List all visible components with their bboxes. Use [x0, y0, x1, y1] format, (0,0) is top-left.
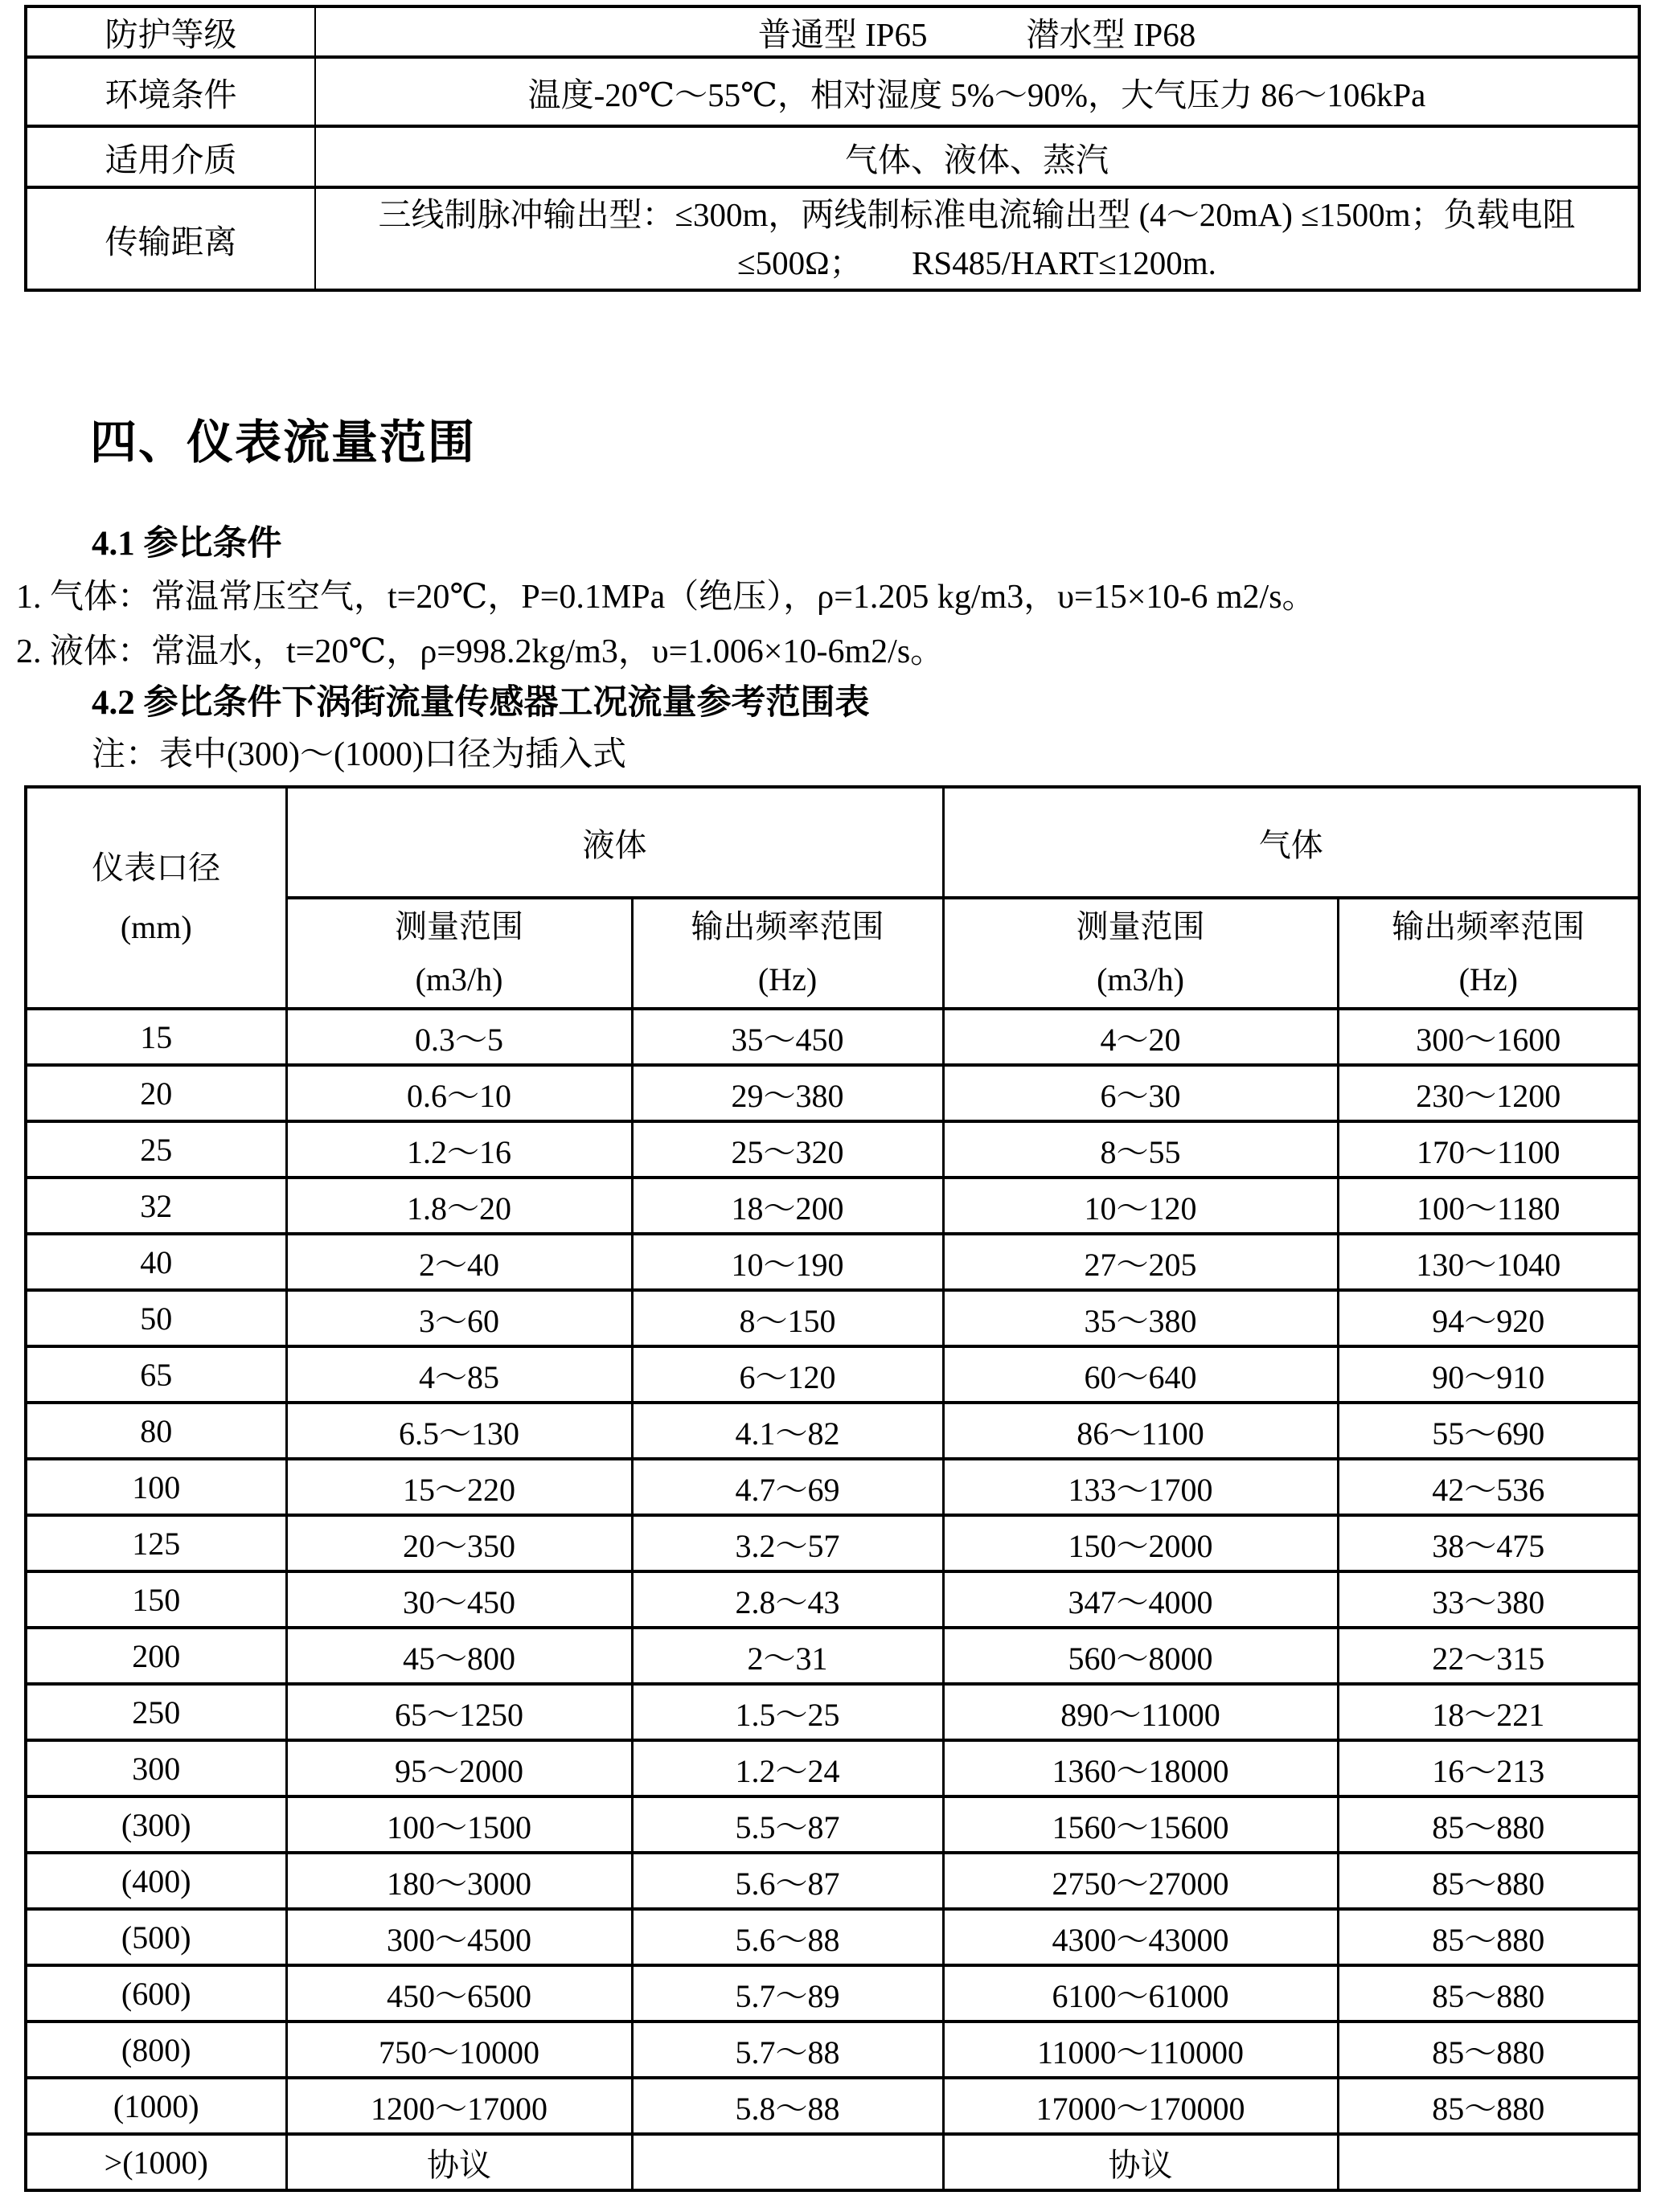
value-cell: 180～3000	[286, 1853, 632, 1909]
value-cell: 5.8～88	[632, 2078, 943, 2134]
value-cell: 1.5～25	[632, 1684, 943, 1740]
flow-table-row	[26, 1346, 1639, 1403]
value-cell: 130～1040	[1338, 1234, 1639, 1290]
flow-range-table	[24, 785, 1641, 2192]
flow-table-row	[26, 1571, 1639, 1628]
value-cell: 85～880	[1338, 1965, 1639, 2022]
spec-value-protection: 普通型 IP65 潜水型 IP68	[315, 6, 1639, 57]
value-cell: 11000～110000	[943, 2022, 1338, 2078]
header-line: (Hz)	[1458, 961, 1518, 997]
value-cell: 170～1100	[1338, 1121, 1639, 1178]
header-line: 测量范围	[1076, 908, 1205, 944]
value-cell: 4～85	[286, 1346, 632, 1403]
diameter-cell: 80	[26, 1403, 286, 1459]
value-cell: 4300～43000	[943, 1909, 1338, 1965]
diameter-header-line-1: 仪表口径	[92, 850, 221, 886]
value-cell: 85～880	[1338, 1796, 1639, 1853]
reference-condition-gas: 1. 气体：常温常压空气，t=20℃，P=0.1MPa（绝压），ρ=1.205 kg/m3，υ=15×10-6 m2/s。	[16, 579, 1316, 616]
diameter-cell: 100	[26, 1459, 286, 1515]
value-cell: 3～60	[286, 1290, 632, 1346]
value-cell: 3.2～57	[632, 1515, 943, 1571]
value-cell: 15～220	[286, 1459, 632, 1515]
spec-value-transmission	[315, 187, 1639, 290]
flow-table-row	[26, 1234, 1639, 1290]
group-header-liquid: 液体	[286, 787, 943, 898]
value-cell: 16～213	[1338, 1740, 1639, 1796]
flow-table-row	[26, 2078, 1639, 2134]
value-cell: 4.7～69	[632, 1459, 943, 1515]
value-cell: 18～200	[632, 1178, 943, 1234]
flow-table-row	[26, 1290, 1639, 1346]
value-cell: 18～221	[1338, 1684, 1639, 1740]
flow-table-row	[26, 1740, 1639, 1796]
diameter-column-header	[26, 787, 286, 1009]
spec-row-transmission	[26, 187, 1639, 290]
value-cell: 42～536	[1338, 1459, 1639, 1515]
value-cell: 6～30	[943, 1065, 1338, 1121]
value-cell: 6～120	[632, 1346, 943, 1403]
value-cell: 5.7～89	[632, 1965, 943, 2022]
value-cell: 890～11000	[943, 1684, 1338, 1740]
diameter-cell: 50	[26, 1290, 286, 1346]
diameter-cell: (500)	[26, 1909, 286, 1965]
spec-row-environment	[26, 57, 1639, 126]
table-note: 注：表中(300)～(1000)口径为插入式	[92, 736, 626, 773]
value-cell: 1.2～16	[286, 1121, 632, 1178]
value-cell	[1338, 2134, 1639, 2190]
header-line: 输出频率范围	[1392, 908, 1585, 944]
spec-value-environment: 温度-20℃～55℃，相对湿度 5%～90%，大气压力 86～106kPa	[315, 57, 1639, 126]
flow-table-row	[26, 1178, 1639, 1234]
diameter-cell: 125	[26, 1515, 286, 1571]
liquid-measure-range-header	[286, 898, 632, 1009]
value-cell: 85～880	[1338, 2078, 1639, 2134]
value-cell: 6100～61000	[943, 1965, 1338, 2022]
value-cell: 55～690	[1338, 1403, 1639, 1459]
flow-table-group-header-row	[26, 787, 1639, 898]
value-cell: 5.6～88	[632, 1909, 943, 1965]
header-line: (m3/h)	[415, 961, 503, 997]
value-cell: 33～380	[1338, 1571, 1639, 1628]
spec-label-environment: 环境条件	[26, 57, 315, 126]
flow-table-row	[26, 1459, 1639, 1515]
flow-table-row	[26, 1965, 1639, 2022]
section-heading: 四、仪表流量范围	[90, 416, 477, 469]
value-cell: 10～120	[943, 1178, 1338, 1234]
reference-condition-liquid: 2. 液体：常温水，t=20℃，ρ=998.2kg/m3，υ=1.006×10-6m2/s。	[16, 633, 945, 670]
value-cell: 560～8000	[943, 1628, 1338, 1684]
value-cell	[632, 2134, 943, 2190]
header-line: 测量范围	[395, 908, 523, 944]
diameter-cell: 15	[26, 1009, 286, 1065]
spec-row-protection	[26, 6, 1639, 57]
value-cell: 25～320	[632, 1121, 943, 1178]
value-cell: 230～1200	[1338, 1065, 1639, 1121]
header-line: (m3/h)	[1097, 961, 1184, 997]
gas-measure-range-header	[943, 898, 1338, 1009]
value-cell: 100～1180	[1338, 1178, 1639, 1234]
value-cell: 30～450	[286, 1571, 632, 1628]
diameter-cell: (1000)	[26, 2078, 286, 2134]
liquid-frequency-range-header	[632, 898, 943, 1009]
value-cell: 45～800	[286, 1628, 632, 1684]
value-cell: 85～880	[1338, 1853, 1639, 1909]
value-cell: 0.3～5	[286, 1009, 632, 1065]
value-cell: 90～910	[1338, 1346, 1639, 1403]
value-cell: 协议	[943, 2134, 1338, 2190]
value-cell: 2～40	[286, 1234, 632, 1290]
diameter-cell: 65	[26, 1346, 286, 1403]
value-cell: 94～920	[1338, 1290, 1639, 1346]
value-cell: 750～10000	[286, 2022, 632, 2078]
value-cell: 20～350	[286, 1515, 632, 1571]
value-cell: 1560～15600	[943, 1796, 1338, 1853]
spec-label-transmission: 传输距离	[26, 187, 315, 290]
diameter-cell: 40	[26, 1234, 286, 1290]
value-cell: 0.6～10	[286, 1065, 632, 1121]
value-cell: 17000～170000	[943, 2078, 1338, 2134]
flow-table-row	[26, 1796, 1639, 1853]
value-cell: 8～55	[943, 1121, 1338, 1178]
spec-label-media: 适用介质	[26, 126, 315, 187]
value-cell: 5.6～87	[632, 1853, 943, 1909]
header-line: (Hz)	[757, 961, 818, 997]
diameter-cell: (400)	[26, 1853, 286, 1909]
spec-table	[24, 5, 1641, 292]
subsection-4-2-heading: 4.2 参比条件下涡街流量传感器工况流量参考范围表	[92, 684, 870, 722]
flow-table-row	[26, 1065, 1639, 1121]
value-cell: 1360～18000	[943, 1740, 1338, 1796]
value-cell: 450～6500	[286, 1965, 632, 2022]
value-cell: 4.1～82	[632, 1403, 943, 1459]
value-cell: 35～450	[632, 1009, 943, 1065]
group-header-gas: 气体	[943, 787, 1639, 898]
value-cell: 22～315	[1338, 1628, 1639, 1684]
value-cell: 5.7～88	[632, 2022, 943, 2078]
value-cell: 1200～17000	[286, 2078, 632, 2134]
diameter-cell: 32	[26, 1178, 286, 1234]
diameter-cell: 200	[26, 1628, 286, 1684]
flow-table-row	[26, 1909, 1639, 1965]
flow-table-row	[26, 1009, 1639, 1065]
diameter-cell: (800)	[26, 2022, 286, 2078]
value-cell: 5.5～87	[632, 1796, 943, 1853]
value-cell: 6.5～130	[286, 1403, 632, 1459]
flow-table-row	[26, 1853, 1639, 1909]
value-cell: 65～1250	[286, 1684, 632, 1740]
value-cell: 2～31	[632, 1628, 943, 1684]
value-cell: 150～2000	[943, 1515, 1338, 1571]
value-cell: 60～640	[943, 1346, 1338, 1403]
diameter-cell: (600)	[26, 1965, 286, 2022]
value-cell: 1.2～24	[632, 1740, 943, 1796]
flow-table-row	[26, 1684, 1639, 1740]
value-cell: 8～150	[632, 1290, 943, 1346]
spec-row-media	[26, 126, 1639, 187]
diameter-cell: 25	[26, 1121, 286, 1178]
flow-table-row	[26, 1403, 1639, 1459]
transmission-line-1: 三线制脉冲输出型：≤300m，两线制标准电流输出型 (4～20mA) ≤1500m；负载电阻	[378, 196, 1576, 233]
spec-label-protection: 防护等级	[26, 6, 315, 57]
value-cell: 86～1100	[943, 1403, 1338, 1459]
flow-table-row	[26, 1515, 1639, 1571]
value-cell: 10～190	[632, 1234, 943, 1290]
value-cell: 35～380	[943, 1290, 1338, 1346]
value-cell: 95～2000	[286, 1740, 632, 1796]
flow-table-row	[26, 1628, 1639, 1684]
flow-table-row	[26, 1121, 1639, 1178]
diameter-cell: (300)	[26, 1796, 286, 1853]
value-cell: 协议	[286, 2134, 632, 2190]
spec-value-media: 气体、液体、蒸汽	[315, 126, 1639, 187]
flow-table-row	[26, 2134, 1639, 2190]
value-cell: 38～475	[1338, 1515, 1639, 1571]
header-line: 输出频率范围	[691, 908, 884, 944]
subsection-4-1-heading: 4.1 参比条件	[92, 525, 282, 563]
value-cell: 2.8～43	[632, 1571, 943, 1628]
value-cell: 2750～27000	[943, 1853, 1338, 1909]
value-cell: 85～880	[1338, 1909, 1639, 1965]
diameter-cell: 250	[26, 1684, 286, 1740]
value-cell: 4～20	[943, 1009, 1338, 1065]
diameter-cell: >(1000)	[26, 2134, 286, 2190]
value-cell: 133～1700	[943, 1459, 1338, 1515]
transmission-line-2: ≤500Ω； RS485/HART≤1200m.	[737, 244, 1216, 281]
diameter-cell: 20	[26, 1065, 286, 1121]
flow-table-row	[26, 2022, 1639, 2078]
value-cell: 300～4500	[286, 1909, 632, 1965]
value-cell: 300～1600	[1338, 1009, 1639, 1065]
value-cell: 347～4000	[943, 1571, 1338, 1628]
value-cell: 1.8～20	[286, 1178, 632, 1234]
value-cell: 29～380	[632, 1065, 943, 1121]
value-cell: 100～1500	[286, 1796, 632, 1853]
value-cell: 85～880	[1338, 2022, 1639, 2078]
gas-frequency-range-header	[1338, 898, 1639, 1009]
diameter-cell: 300	[26, 1740, 286, 1796]
value-cell: 27～205	[943, 1234, 1338, 1290]
diameter-cell: 150	[26, 1571, 286, 1628]
diameter-header-line-2: (mm)	[120, 909, 192, 945]
